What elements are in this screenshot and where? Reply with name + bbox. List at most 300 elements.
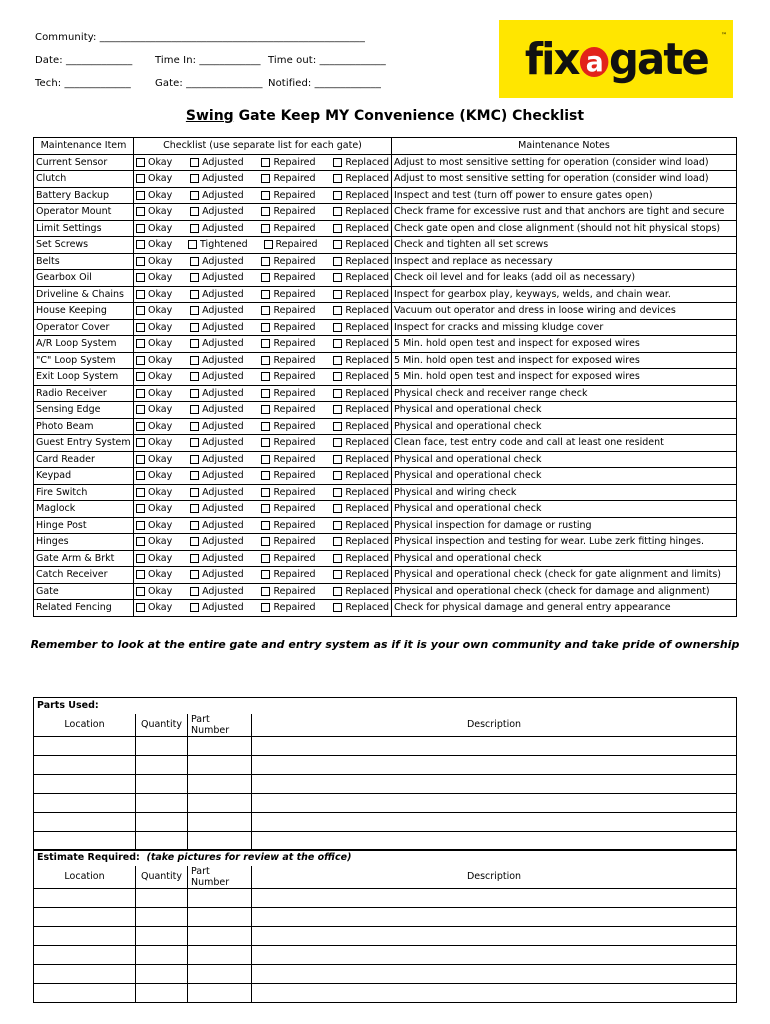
checkbox-adjusted[interactable]	[190, 224, 199, 233]
option-repaired[interactable]	[264, 239, 318, 250]
option-label: Replaced	[345, 354, 389, 366]
entry-cell-quantity[interactable]	[136, 774, 188, 793]
checkbox-okay[interactable]	[136, 504, 145, 513]
entry-cell-quantity[interactable]	[136, 926, 188, 945]
option-adjusted[interactable]	[190, 289, 244, 300]
option-replaced[interactable]	[333, 289, 389, 300]
option-repaired[interactable]	[261, 404, 315, 415]
checkbox-repaired[interactable]	[261, 438, 270, 447]
checkbox-okay[interactable]	[136, 389, 145, 398]
option-repaired[interactable]	[261, 487, 315, 498]
checkbox-replaced[interactable]	[333, 339, 342, 348]
checkbox-adjusted[interactable]	[190, 207, 199, 216]
option-label: Repaired	[273, 288, 316, 300]
option-repaired[interactable]	[261, 173, 315, 184]
checkbox-okay[interactable]	[136, 174, 145, 183]
option-adjusted[interactable]	[190, 322, 244, 333]
checkbox-okay[interactable]	[136, 224, 145, 233]
option-okay[interactable]	[136, 503, 172, 514]
option-repaired[interactable]	[261, 305, 315, 316]
entry-cell-location[interactable]	[34, 755, 136, 774]
option-replaced[interactable]	[333, 305, 389, 316]
option-repaired[interactable]	[261, 190, 315, 201]
checkbox-repaired[interactable]	[264, 240, 273, 249]
entry-cell-description[interactable]	[252, 983, 737, 1002]
option-okay[interactable]	[136, 206, 172, 217]
tech-field[interactable]: Tech: _____________	[35, 78, 131, 89]
entry-cell-location[interactable]	[34, 926, 136, 945]
option-replaced[interactable]	[333, 371, 389, 382]
option-repaired[interactable]	[261, 503, 315, 514]
checkbox-replaced[interactable]	[333, 191, 342, 200]
entry-cell-part-number[interactable]	[188, 888, 252, 907]
checkbox-adjusted[interactable]	[190, 356, 199, 365]
checkbox-repaired[interactable]	[261, 389, 270, 398]
option-replaced[interactable]	[333, 272, 389, 283]
checkbox-replaced[interactable]	[333, 455, 342, 464]
checkbox-adjusted[interactable]	[190, 603, 199, 612]
checkbox-repaired[interactable]	[261, 323, 270, 332]
entry-cell-location[interactable]	[34, 774, 136, 793]
checkbox-okay[interactable]	[136, 306, 145, 315]
option-adjusted[interactable]	[190, 371, 244, 382]
checkbox-replaced[interactable]	[333, 290, 342, 299]
option-adjusted[interactable]	[190, 173, 244, 184]
entry-cell-part-number[interactable]	[188, 793, 252, 812]
checkbox-adjusted[interactable]	[190, 488, 199, 497]
option-replaced[interactable]	[333, 404, 389, 415]
option-okay[interactable]	[136, 239, 172, 250]
checkbox-adjusted[interactable]	[190, 389, 199, 398]
option-label: Adjusted	[202, 206, 244, 218]
option-okay[interactable]	[136, 157, 172, 168]
option-adjusted[interactable]	[190, 520, 244, 531]
option-adjusted[interactable]	[190, 157, 244, 168]
entry-cell-location[interactable]	[34, 831, 136, 850]
option-adjusted[interactable]	[190, 454, 244, 465]
option-label: Okay	[148, 189, 173, 201]
option-okay[interactable]	[136, 602, 172, 613]
checkbox-replaced[interactable]	[333, 422, 342, 431]
checkbox-okay[interactable]	[136, 405, 145, 414]
checkbox-okay[interactable]	[136, 158, 145, 167]
checkbox-okay[interactable]	[136, 422, 145, 431]
time-in-field[interactable]: Time In: ____________	[155, 55, 261, 66]
entry-cell-description[interactable]	[252, 812, 737, 831]
option-repaired[interactable]	[261, 272, 315, 283]
option-replaced[interactable]	[333, 223, 389, 234]
checkbox-adjusted[interactable]	[190, 471, 199, 480]
checkbox-repaired[interactable]	[261, 455, 270, 464]
entry-cell-description[interactable]	[252, 755, 737, 774]
checkbox-replaced[interactable]	[333, 488, 342, 497]
checkbox-repaired[interactable]	[261, 372, 270, 381]
checkbox-adjusted[interactable]	[190, 587, 199, 596]
checkbox-replaced[interactable]	[333, 372, 342, 381]
option-adjusted[interactable]	[188, 239, 248, 250]
option-replaced[interactable]	[333, 569, 389, 580]
option-label: Replaced	[345, 420, 389, 432]
checkbox-okay[interactable]	[136, 488, 145, 497]
maintenance-item: Fire Switch	[34, 484, 134, 501]
option-replaced[interactable]	[333, 355, 389, 366]
option-replaced[interactable]	[333, 487, 389, 498]
option-okay[interactable]	[136, 569, 172, 580]
entry-cell-description[interactable]	[252, 964, 737, 983]
option-replaced[interactable]	[333, 190, 389, 201]
entry-cell-quantity[interactable]	[136, 831, 188, 850]
option-label: Okay	[148, 536, 173, 548]
option-repaired[interactable]	[261, 470, 315, 481]
option-okay[interactable]	[136, 190, 172, 201]
time-out-field[interactable]: Time out: _____________	[268, 55, 386, 66]
entry-cell-part-number[interactable]	[188, 983, 252, 1002]
checklist-options	[134, 550, 392, 567]
entry-cell-quantity[interactable]	[136, 907, 188, 926]
checkbox-repaired[interactable]	[261, 504, 270, 513]
checkbox-replaced[interactable]	[333, 158, 342, 167]
checkbox-adjusted[interactable]	[190, 339, 199, 348]
checkbox-repaired[interactable]	[261, 422, 270, 431]
checkbox-replaced[interactable]	[333, 521, 342, 530]
option-label: Adjusted	[202, 222, 244, 234]
option-adjusted[interactable]	[190, 586, 244, 597]
option-okay[interactable]	[136, 520, 172, 531]
option-adjusted[interactable]	[190, 190, 244, 201]
checkbox-okay[interactable]	[136, 339, 145, 348]
checkbox-replaced[interactable]	[333, 438, 342, 447]
option-adjusted[interactable]	[190, 553, 244, 564]
community-field[interactable]: Community: ____________________________________________________	[35, 32, 365, 43]
entry-cell-quantity[interactable]	[136, 983, 188, 1002]
option-okay[interactable]	[136, 256, 172, 267]
option-replaced[interactable]	[333, 437, 389, 448]
option-repaired[interactable]	[261, 256, 315, 267]
option-replaced[interactable]	[333, 256, 389, 267]
entry-cell-location[interactable]	[34, 945, 136, 964]
checkbox-adjusted[interactable]	[190, 554, 199, 563]
checkbox-replaced[interactable]	[333, 240, 342, 249]
checkbox-adjusted[interactable]	[188, 240, 197, 249]
checkbox-okay[interactable]	[136, 438, 145, 447]
entry-cell-part-number[interactable]	[188, 964, 252, 983]
checkbox-repaired[interactable]	[261, 257, 270, 266]
option-repaired[interactable]	[261, 371, 315, 382]
option-replaced[interactable]	[333, 338, 389, 349]
option-replaced[interactable]	[333, 239, 389, 250]
option-repaired[interactable]	[261, 437, 315, 448]
checkbox-repaired[interactable]	[261, 488, 270, 497]
option-okay[interactable]	[136, 338, 172, 349]
entry-cell-part-number[interactable]	[188, 945, 252, 964]
option-repaired[interactable]	[261, 322, 315, 333]
option-okay[interactable]	[136, 173, 172, 184]
option-label: Repaired	[273, 602, 316, 614]
checkbox-repaired[interactable]	[261, 158, 270, 167]
checkbox-adjusted[interactable]	[190, 174, 199, 183]
option-adjusted[interactable]	[190, 470, 244, 481]
checkbox-adjusted[interactable]	[190, 323, 199, 332]
option-adjusted[interactable]	[190, 487, 244, 498]
checkbox-adjusted[interactable]	[190, 257, 199, 266]
entry-cell-quantity[interactable]	[136, 888, 188, 907]
entry-cell-quantity[interactable]	[136, 945, 188, 964]
option-replaced[interactable]	[333, 536, 389, 547]
option-replaced[interactable]	[333, 454, 389, 465]
entry-cell-description[interactable]	[252, 793, 737, 812]
option-repaired[interactable]	[261, 157, 315, 168]
checkbox-okay[interactable]	[136, 521, 145, 530]
checkbox-replaced[interactable]	[333, 174, 342, 183]
checkbox-repaired[interactable]	[261, 603, 270, 612]
checkbox-replaced[interactable]	[333, 504, 342, 513]
option-label: Okay	[148, 437, 173, 449]
checkbox-okay[interactable]	[136, 323, 145, 332]
checkbox-okay[interactable]	[136, 207, 145, 216]
checkbox-replaced[interactable]	[333, 306, 342, 315]
entry-cell-part-number[interactable]	[188, 812, 252, 831]
checklist-options	[134, 501, 392, 518]
option-okay[interactable]	[136, 421, 172, 432]
checkbox-replaced[interactable]	[333, 323, 342, 332]
maintenance-note: Inspect for cracks and missing kludge cover	[392, 319, 737, 336]
checkbox-repaired[interactable]	[261, 356, 270, 365]
option-replaced[interactable]	[333, 173, 389, 184]
option-adjusted[interactable]	[190, 536, 244, 547]
option-repaired[interactable]	[261, 569, 315, 580]
checkbox-okay[interactable]	[136, 290, 145, 299]
option-adjusted[interactable]	[190, 272, 244, 283]
checkbox-okay[interactable]	[136, 471, 145, 480]
entry-cell-part-number[interactable]	[188, 926, 252, 945]
entry-cell-part-number[interactable]	[188, 774, 252, 793]
checkbox-adjusted[interactable]	[190, 158, 199, 167]
option-adjusted[interactable]	[190, 355, 244, 366]
checkbox-repaired[interactable]	[261, 405, 270, 414]
entry-cell-quantity[interactable]	[136, 812, 188, 831]
checkbox-okay[interactable]	[136, 537, 145, 546]
checkbox-adjusted[interactable]	[190, 372, 199, 381]
option-okay[interactable]	[136, 371, 172, 382]
entry-cell-location[interactable]	[34, 793, 136, 812]
checkbox-adjusted[interactable]	[190, 438, 199, 447]
option-repaired[interactable]	[261, 586, 315, 597]
option-adjusted[interactable]	[190, 602, 244, 613]
checkbox-repaired[interactable]	[261, 174, 270, 183]
option-adjusted[interactable]	[190, 404, 244, 415]
option-repaired[interactable]	[261, 520, 315, 531]
checklist-options	[134, 204, 392, 221]
option-adjusted[interactable]	[190, 421, 244, 432]
entry-cell-part-number[interactable]	[188, 736, 252, 755]
checkbox-replaced[interactable]	[333, 356, 342, 365]
checkbox-replaced[interactable]	[333, 603, 342, 612]
checkbox-okay[interactable]	[136, 372, 145, 381]
checkbox-replaced[interactable]	[333, 389, 342, 398]
checkbox-repaired[interactable]	[261, 570, 270, 579]
option-okay[interactable]	[136, 322, 172, 333]
checkbox-adjusted[interactable]	[190, 306, 199, 315]
checkbox-repaired[interactable]	[261, 306, 270, 315]
option-repaired[interactable]	[261, 421, 315, 432]
option-okay[interactable]	[136, 388, 172, 399]
checkbox-adjusted[interactable]	[190, 455, 199, 464]
option-okay[interactable]	[136, 404, 172, 415]
checkbox-okay[interactable]	[136, 554, 145, 563]
option-okay[interactable]	[136, 454, 172, 465]
checkbox-adjusted[interactable]	[190, 405, 199, 414]
option-repaired[interactable]	[261, 388, 315, 399]
entry-cell-quantity[interactable]	[136, 755, 188, 774]
option-okay[interactable]	[136, 355, 172, 366]
entry-cell-location[interactable]	[34, 888, 136, 907]
option-replaced[interactable]	[333, 586, 389, 597]
checkbox-adjusted[interactable]	[190, 422, 199, 431]
option-okay[interactable]	[136, 553, 172, 564]
notified-field[interactable]: Notified: _____________	[268, 78, 381, 89]
option-repaired[interactable]	[261, 206, 315, 217]
option-repaired[interactable]	[261, 536, 315, 547]
option-replaced[interactable]	[333, 503, 389, 514]
checkbox-okay[interactable]	[136, 257, 145, 266]
option-adjusted[interactable]	[190, 223, 244, 234]
option-okay[interactable]	[136, 536, 172, 547]
gate-field[interactable]: Gate: _______________	[155, 78, 263, 89]
option-repaired[interactable]	[261, 602, 315, 613]
checkbox-repaired[interactable]	[261, 471, 270, 480]
checkbox-repaired[interactable]	[261, 273, 270, 282]
option-okay[interactable]	[136, 470, 172, 481]
checkbox-replaced[interactable]	[333, 273, 342, 282]
checkbox-repaired[interactable]	[261, 537, 270, 546]
checkbox-okay[interactable]	[136, 356, 145, 365]
checkbox-replaced[interactable]	[333, 554, 342, 563]
checkbox-repaired[interactable]	[261, 521, 270, 530]
checkbox-repaired[interactable]	[261, 587, 270, 596]
checklist-row	[34, 187, 737, 204]
option-replaced[interactable]	[333, 520, 389, 531]
checkbox-repaired[interactable]	[261, 554, 270, 563]
option-replaced[interactable]	[333, 206, 389, 217]
option-replaced[interactable]	[333, 553, 389, 564]
checkbox-adjusted[interactable]	[190, 273, 199, 282]
option-label: Repaired	[273, 470, 316, 482]
date-field[interactable]: Date: _____________	[35, 55, 133, 66]
option-adjusted[interactable]	[190, 437, 244, 448]
maintenance-item: "C" Loop System	[34, 352, 134, 369]
option-okay[interactable]	[136, 305, 172, 316]
option-label: Okay	[148, 569, 173, 581]
option-replaced[interactable]	[333, 157, 389, 168]
option-adjusted[interactable]	[190, 206, 244, 217]
option-adjusted[interactable]	[190, 305, 244, 316]
entry-cell-part-number[interactable]	[188, 831, 252, 850]
option-adjusted[interactable]	[190, 256, 244, 267]
option-repaired[interactable]	[261, 454, 315, 465]
option-adjusted[interactable]	[190, 503, 244, 514]
option-okay[interactable]	[136, 223, 172, 234]
entry-cell-location[interactable]	[34, 964, 136, 983]
checkbox-adjusted[interactable]	[190, 570, 199, 579]
checkbox-okay[interactable]	[136, 273, 145, 282]
option-okay[interactable]	[136, 272, 172, 283]
entry-cell-description[interactable]	[252, 945, 737, 964]
entry-cell-location[interactable]	[34, 812, 136, 831]
checkbox-replaced[interactable]	[333, 207, 342, 216]
checkbox-replaced[interactable]	[333, 405, 342, 414]
checkbox-repaired[interactable]	[261, 191, 270, 200]
option-repaired[interactable]	[261, 553, 315, 564]
option-adjusted[interactable]	[190, 569, 244, 580]
checkbox-okay[interactable]	[136, 570, 145, 579]
entry-cell-location[interactable]	[34, 983, 136, 1002]
checkbox-adjusted[interactable]	[190, 537, 199, 546]
option-replaced[interactable]	[333, 388, 389, 399]
entry-cell-part-number[interactable]	[188, 907, 252, 926]
entry-cell-quantity[interactable]	[136, 964, 188, 983]
checkbox-okay[interactable]	[136, 191, 145, 200]
checkbox-replaced[interactable]	[333, 257, 342, 266]
checkbox-okay[interactable]	[136, 603, 145, 612]
option-okay[interactable]	[136, 487, 172, 498]
entry-cell-description[interactable]	[252, 774, 737, 793]
option-replaced[interactable]	[333, 421, 389, 432]
checkbox-replaced[interactable]	[333, 224, 342, 233]
entry-cell-location[interactable]	[34, 907, 136, 926]
checkbox-replaced[interactable]	[333, 570, 342, 579]
entry-cell-description[interactable]	[252, 926, 737, 945]
checkbox-replaced[interactable]	[333, 537, 342, 546]
checkbox-adjusted[interactable]	[190, 521, 199, 530]
checkbox-adjusted[interactable]	[190, 504, 199, 513]
option-replaced[interactable]	[333, 602, 389, 613]
option-label: Okay	[148, 222, 173, 234]
checkbox-adjusted[interactable]	[190, 290, 199, 299]
checkbox-repaired[interactable]	[261, 339, 270, 348]
option-repaired[interactable]	[261, 338, 315, 349]
option-replaced[interactable]	[333, 470, 389, 481]
entry-cell-location[interactable]	[34, 736, 136, 755]
checkbox-replaced[interactable]	[333, 471, 342, 480]
option-repaired[interactable]	[261, 289, 315, 300]
checkbox-repaired[interactable]	[261, 224, 270, 233]
entry-cell-description[interactable]	[252, 907, 737, 926]
option-okay[interactable]	[136, 586, 172, 597]
fixagate-logo	[499, 20, 733, 98]
option-replaced[interactable]	[333, 322, 389, 333]
checkbox-repaired[interactable]	[261, 207, 270, 216]
option-adjusted[interactable]	[190, 388, 244, 399]
checkbox-okay[interactable]	[136, 455, 145, 464]
entry-cell-part-number[interactable]	[188, 755, 252, 774]
entry-cell-description[interactable]	[252, 736, 737, 755]
option-adjusted[interactable]	[190, 338, 244, 349]
checkbox-repaired[interactable]	[261, 290, 270, 299]
entry-cell-quantity[interactable]	[136, 736, 188, 755]
checkbox-okay[interactable]	[136, 240, 145, 249]
option-repaired[interactable]	[261, 223, 315, 234]
checkbox-okay[interactable]	[136, 587, 145, 596]
entry-cell-description[interactable]	[252, 831, 737, 850]
entry-cell-description[interactable]	[252, 888, 737, 907]
checkbox-adjusted[interactable]	[190, 191, 199, 200]
checkbox-replaced[interactable]	[333, 587, 342, 596]
option-okay[interactable]	[136, 289, 172, 300]
entry-cell-quantity[interactable]	[136, 793, 188, 812]
option-repaired[interactable]	[261, 355, 315, 366]
option-okay[interactable]	[136, 437, 172, 448]
checklist-options	[134, 468, 392, 485]
